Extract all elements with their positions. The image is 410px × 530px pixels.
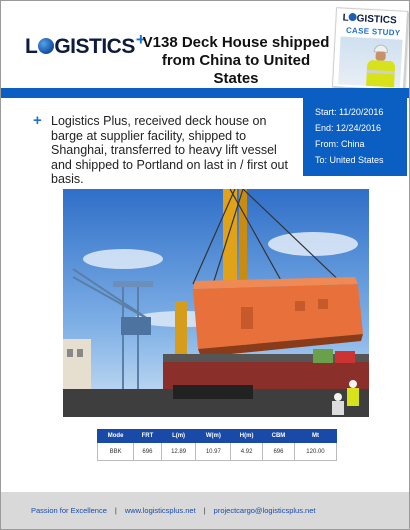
shipment-info-box xyxy=(303,98,407,176)
page-title: V138 Deck House shipped from China to United States xyxy=(142,34,330,87)
logistics-plus-logo xyxy=(25,30,146,63)
end-date: End: 12/24/2016 xyxy=(315,123,382,133)
table-cell: 10.97 xyxy=(196,443,231,461)
column-header: Mode xyxy=(98,430,134,443)
logo-text-start: L xyxy=(25,35,38,58)
destination: To: United States xyxy=(315,155,384,165)
worker-photo xyxy=(338,36,402,87)
table-cell: 696 xyxy=(134,443,162,461)
table-cell: 12.89 xyxy=(161,443,196,461)
globe-icon xyxy=(38,38,54,54)
logo-plus: + xyxy=(135,30,146,49)
plus-bullet-icon: + xyxy=(33,112,42,129)
table-cell: 696 xyxy=(263,443,295,461)
table-cell: 120.00 xyxy=(294,443,336,461)
column-header: W(m) xyxy=(196,430,231,443)
table-row xyxy=(98,443,337,461)
table-header-row xyxy=(98,430,337,443)
footer-tagline: Passion for Excellence xyxy=(31,506,107,515)
description-text: Logistics Plus, received deck house on barge at supplier facility, shipped to Shanghai, transferred to heavy lift vessel and shipped to Portland on last in / first out basis. xyxy=(51,114,288,186)
logo-text-end: GISTICS xyxy=(54,35,135,58)
footer-website-link[interactable]: www.logisticsplus.net xyxy=(124,506,196,515)
column-header: L(m) xyxy=(161,430,196,443)
column-header: CBM xyxy=(263,430,295,443)
badge-logo: L GISTICS xyxy=(342,12,397,27)
footer-email-link[interactable]: projectcargo@logisticsplus.net xyxy=(213,506,316,515)
header-divider xyxy=(1,88,410,98)
origin: From: China xyxy=(315,139,365,149)
table-cell: BBK xyxy=(98,443,134,461)
table-cell: 4.92 xyxy=(231,443,263,461)
column-header: Mt xyxy=(294,430,336,443)
footer: Passion for Excellence | www.logisticsplus.net | projectcargo@logisticsplus.net xyxy=(1,492,410,530)
badge-label: CASE STUDY xyxy=(345,25,401,38)
column-header: H(m) xyxy=(231,430,263,443)
deck-house-lift-photo xyxy=(63,189,369,417)
column-header: FRT xyxy=(134,430,162,443)
start-date: Start: 11/20/2016 xyxy=(315,107,384,117)
case-study-badge xyxy=(332,7,408,91)
cargo-specs-table xyxy=(97,429,337,461)
